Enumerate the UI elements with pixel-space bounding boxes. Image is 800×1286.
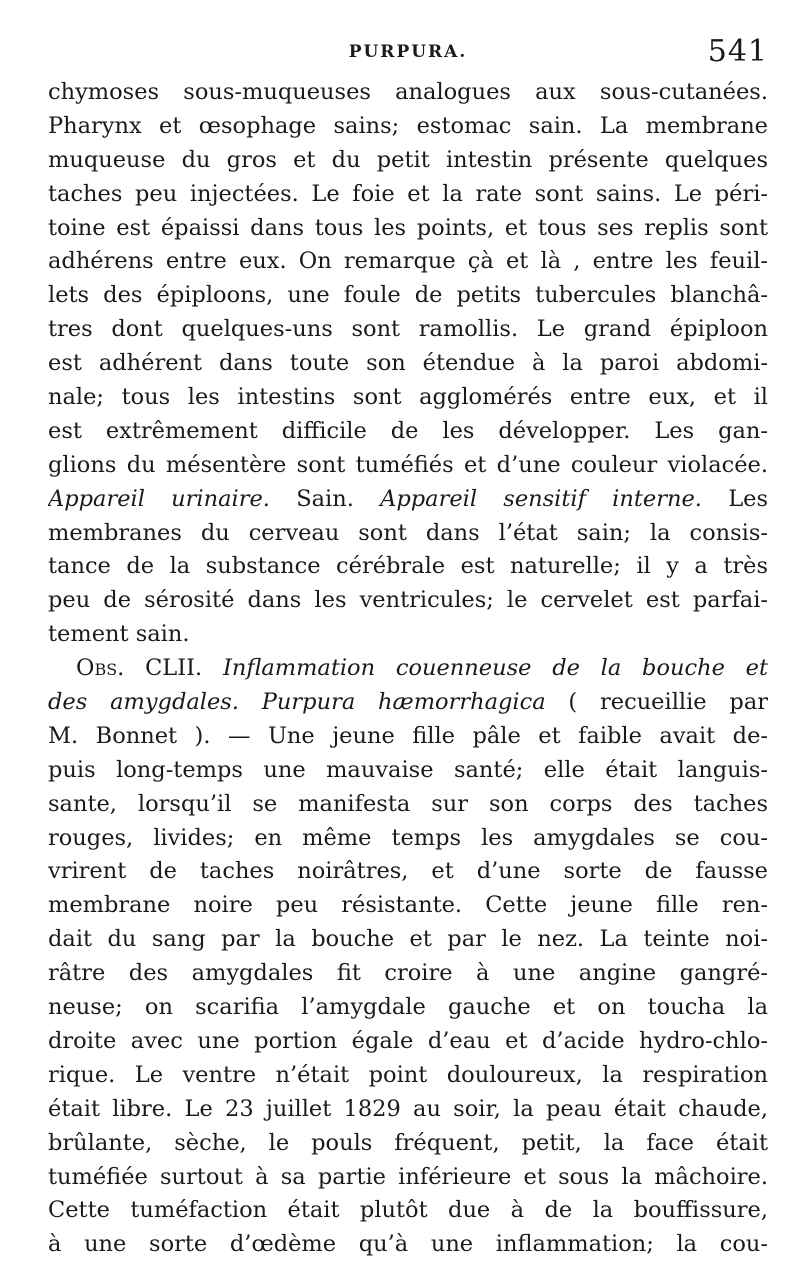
text-segment: est extrêmement difficile de les développer. Les gan- xyxy=(48,417,768,444)
text-segment: Obs. xyxy=(76,655,125,682)
text-segment: Appareil sensitif interne. xyxy=(380,485,702,512)
text-line xyxy=(48,957,768,991)
text-line xyxy=(48,1127,768,1161)
text-segment: Appareil urinaire. xyxy=(48,485,270,512)
text-line xyxy=(48,1093,768,1127)
text-line xyxy=(48,889,768,923)
text-line xyxy=(48,279,768,313)
text-line xyxy=(48,381,768,415)
text-segment: puis long-temps une mauvaise santé; elle était languis- xyxy=(48,756,768,783)
text-line xyxy=(48,991,768,1025)
text-segment: dait du sang par la bouche et par le nez. La teinte noi- xyxy=(48,926,768,953)
text-segment: Inflammation couenneuse de la bouche et xyxy=(222,655,768,682)
text-segment: taches peu injectées. Le foie et la rate sont sains. Le péri- xyxy=(48,180,768,207)
page-header xyxy=(48,34,768,74)
text-segment: Pharynx et œsophage sains; estomac sain. La membrane xyxy=(48,112,768,139)
text-line xyxy=(48,822,768,856)
text-line xyxy=(48,1161,768,1195)
text-segment: droite avec une portion égale d’eau et d’acide hydro-chlo- xyxy=(48,1027,768,1054)
text-segment: M. Bonnet ). — Une jeune fille pâle et faible avait de- xyxy=(48,722,768,749)
text-line xyxy=(48,754,768,788)
body-text xyxy=(48,76,768,1262)
text-line xyxy=(48,517,768,551)
text-line xyxy=(48,652,768,686)
text-line xyxy=(48,686,768,720)
text-line xyxy=(48,1059,768,1093)
text-segment: rique. Le ventre n’était point douloureux, la respiration xyxy=(48,1061,768,1088)
text-line xyxy=(48,245,768,279)
text-line xyxy=(48,923,768,957)
text-line xyxy=(48,1025,768,1059)
text-segment: muqueuse du gros et du petit intestin présente quelques xyxy=(48,146,768,173)
text-segment: glions du mésentère sont tuméfiés et d’une couleur violacée. xyxy=(48,451,768,478)
text-segment: était libre. Le 23 juillet 1829 au soir, la peau était chaude, xyxy=(48,1095,768,1122)
text-segment: brûlante, sèche, le pouls fréquent, petit, la face était xyxy=(48,1129,768,1156)
text-line xyxy=(48,788,768,822)
text-segment: toine est épaissi dans tous les points, et tous ses replis sont xyxy=(48,214,768,241)
text-segment: adhérens entre eux. On remarque çà et là , entre les feuil- xyxy=(48,248,768,275)
text-segment: membrane noire peu résistante. Cette jeune fille ren- xyxy=(48,892,768,919)
text-segment: Cette tuméfaction était plutôt due à de la bouffissure, xyxy=(48,1197,768,1224)
text-line xyxy=(48,415,768,449)
text-segment: lets des épiploons, une foule de petits tubercules blanchâ- xyxy=(48,282,768,309)
text-line xyxy=(48,855,768,889)
text-line xyxy=(48,76,768,110)
text-segment: tance de la substance cérébrale est naturelle; il y a très xyxy=(48,553,768,580)
text-line xyxy=(48,212,768,246)
text-line xyxy=(48,584,768,618)
text-segment: nale; tous les intestins sont agglomérés entre eux, et il xyxy=(48,384,768,411)
running-head: PURPURA. xyxy=(348,42,468,62)
text-line xyxy=(48,550,768,584)
text-segment: rouges, livides; en même temps les amygdales se cou- xyxy=(48,824,768,851)
text-segment: vrirent de taches noirâtres, et d’une sorte de fausse xyxy=(48,858,768,885)
text-segment: tres dont quelques-uns sont ramollis. Le grand épiploon xyxy=(48,316,768,343)
text-segment: chymoses sous-muqueuses analogues aux sous-cutanées. xyxy=(48,79,768,105)
text-segment: CLII. xyxy=(124,655,223,682)
text-segment: Les xyxy=(701,485,768,512)
text-segment: tement sain. xyxy=(48,621,190,648)
text-segment: ( recueillie par xyxy=(545,689,768,716)
text-segment: des amygdales. Purpura hæmorrhagica xyxy=(48,689,546,716)
text-line xyxy=(48,178,768,212)
text-segment: peu de sérosité dans les ventricules; le cervelet est parfai- xyxy=(48,587,768,614)
page-number: 541 xyxy=(707,34,768,69)
text-line xyxy=(48,347,768,381)
text-line xyxy=(48,483,768,517)
text-line xyxy=(48,313,768,347)
text-line xyxy=(48,110,768,144)
text-line xyxy=(48,1194,768,1228)
text-line xyxy=(48,144,768,178)
text-line xyxy=(48,618,768,652)
text-segment: Sain. xyxy=(269,485,381,512)
text-segment: neuse; on scarifia l’amygdale gauche et on toucha la xyxy=(48,994,768,1021)
text-segment: membranes du cerveau sont dans l’état sain; la consis- xyxy=(48,519,768,546)
text-line xyxy=(48,720,768,754)
text-segment: à une sorte d’œdème qu’à une inflammation; la cou- xyxy=(48,1231,768,1258)
text-segment: râtre des amygdales fit croire à une angine gangré- xyxy=(48,960,768,987)
text-line xyxy=(48,1228,768,1262)
text-segment: est adhérent dans toute son étendue à la paroi abdomi- xyxy=(48,350,768,377)
text-segment: sante, lorsqu’il se manifesta sur son corps des taches xyxy=(48,790,768,817)
text-line xyxy=(48,449,768,483)
text-segment: tuméfiée surtout à sa partie inférieure et sous la mâchoire. xyxy=(48,1163,768,1190)
